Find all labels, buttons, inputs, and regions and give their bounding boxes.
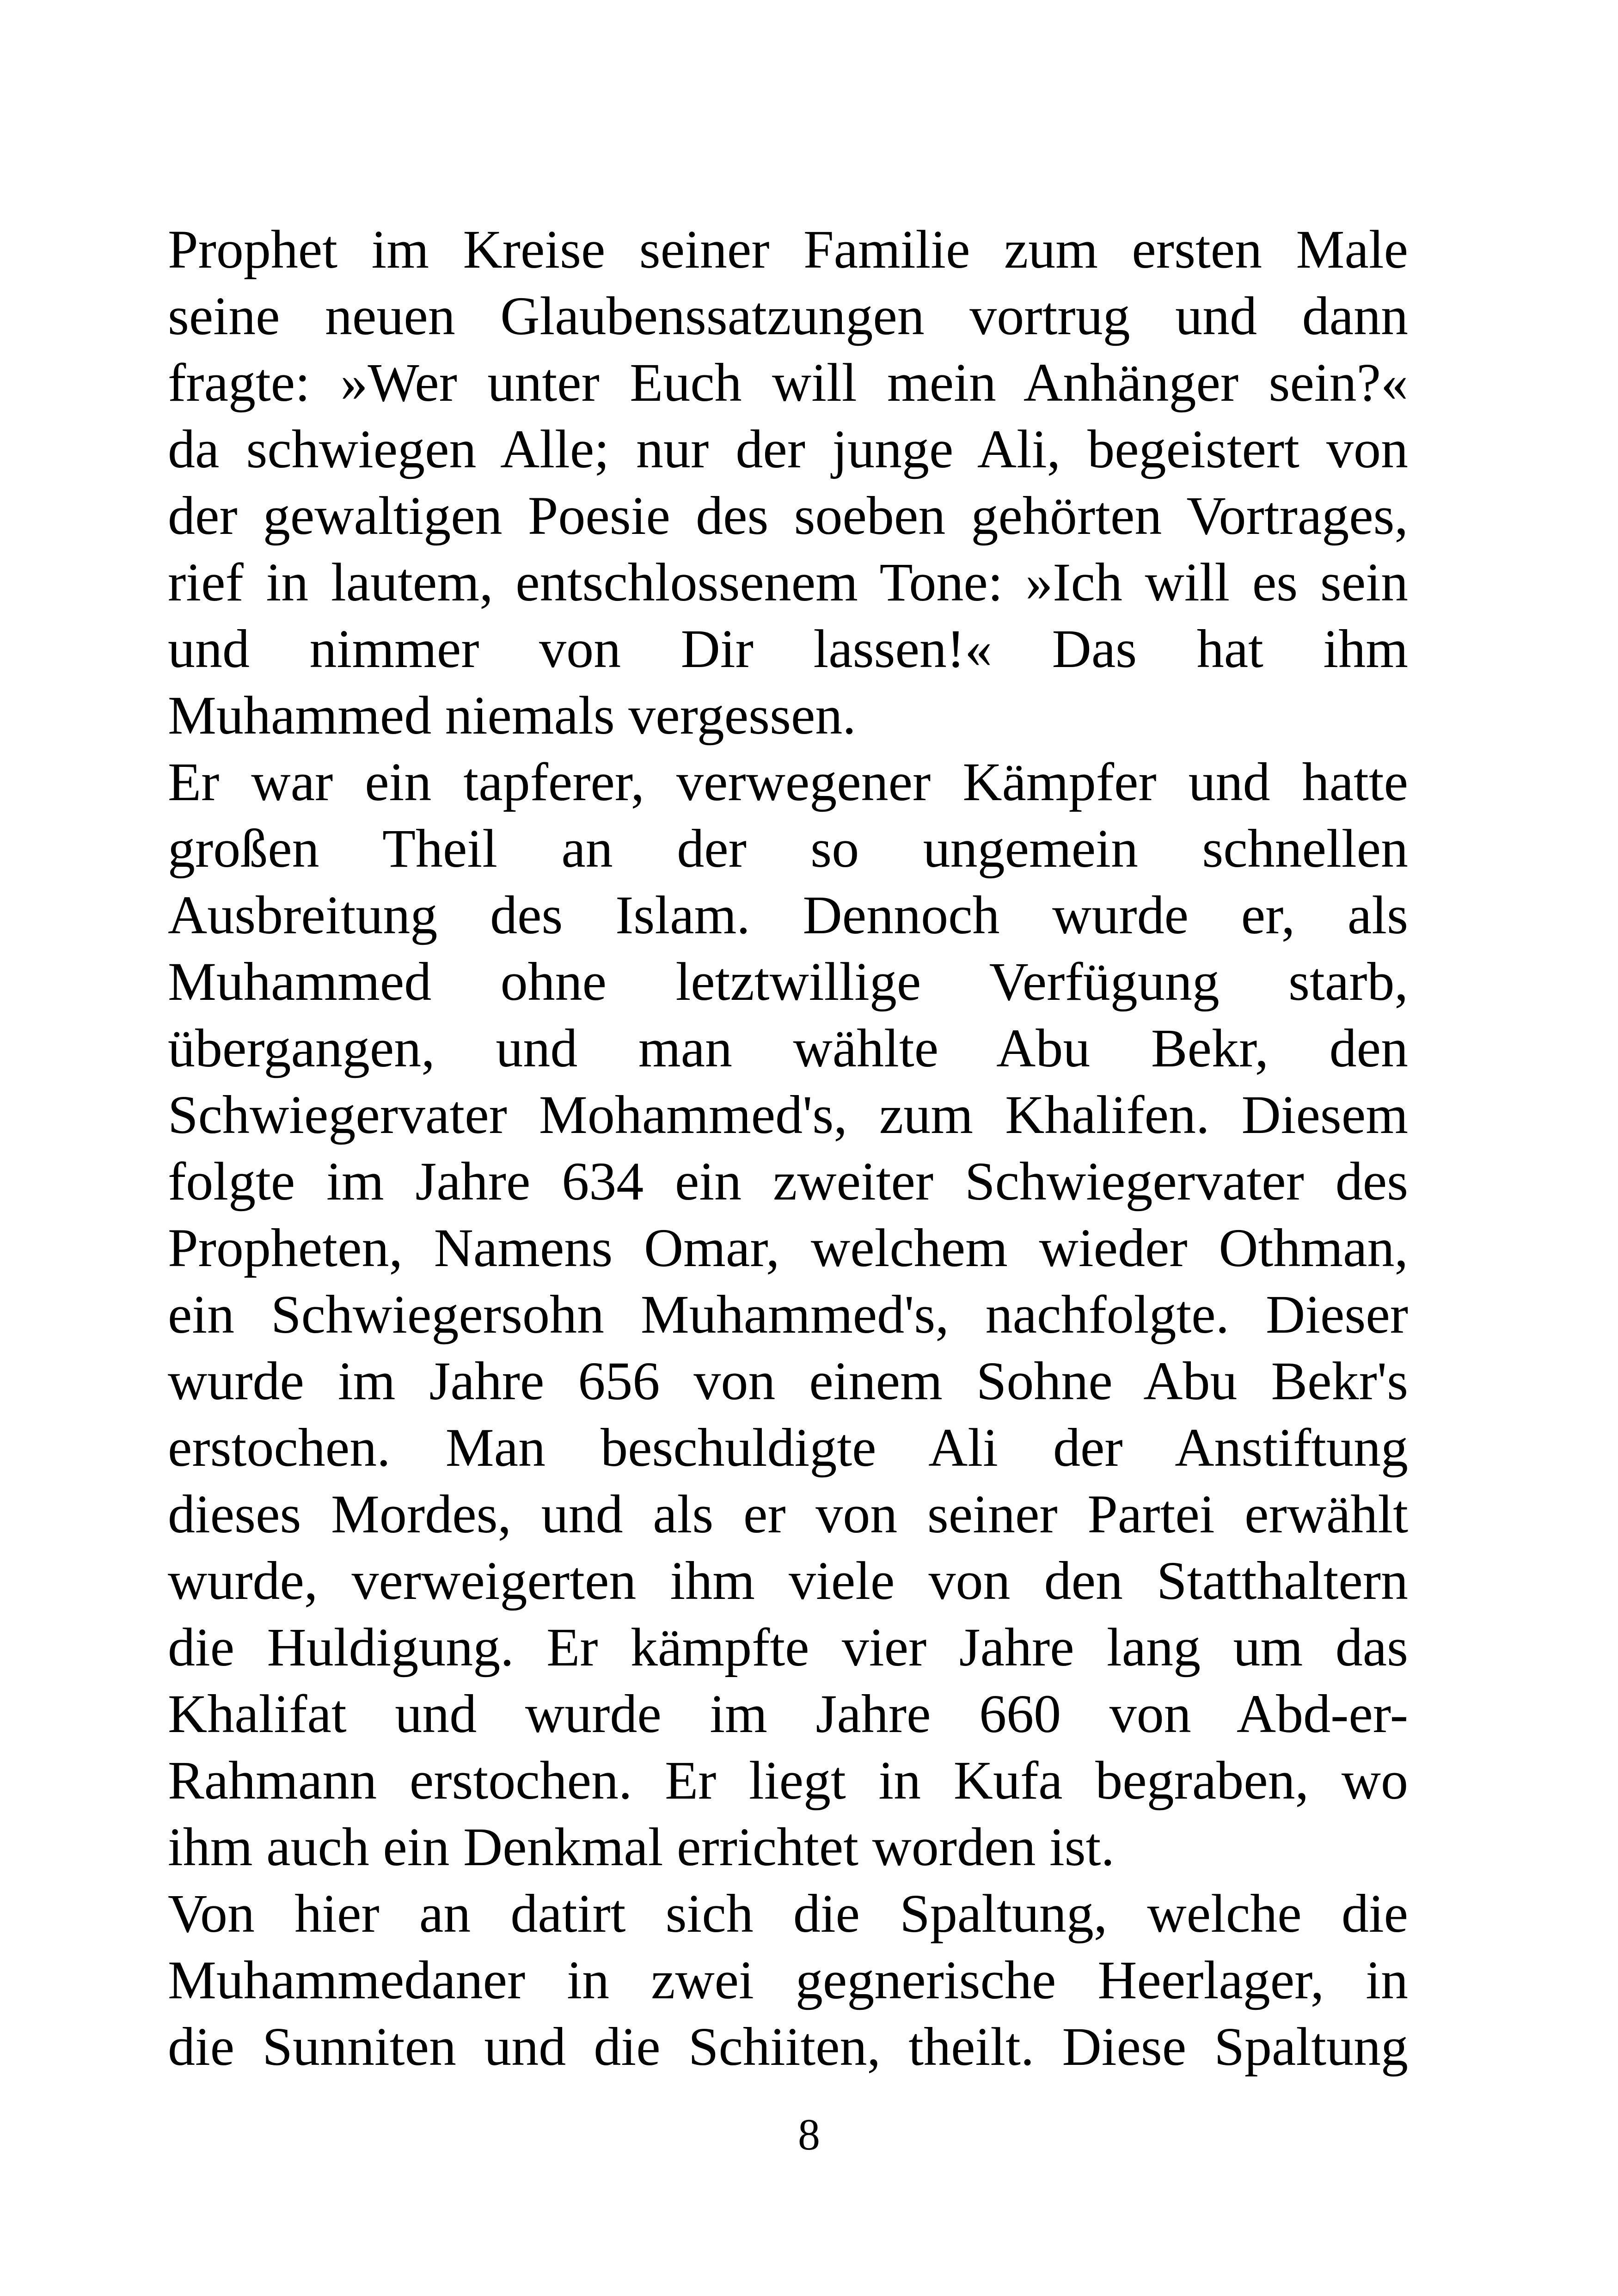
text-line: Von hier an datirt sich die Spaltung, welche die xyxy=(168,1883,1408,1944)
text-line: der gewaltigen Poesie des soeben gehörten Vortrages, xyxy=(168,485,1408,546)
text-line: die Huldigung. Er kämpfte vier Jahre lang um das xyxy=(168,1617,1408,1678)
text-line: Ausbreitung des Islam. Dennoch wurde er, als xyxy=(168,885,1408,945)
text-line: Muhammedaner in zwei gegnerische Heerlager, in xyxy=(168,1950,1408,2010)
text-line: Muhammed ohne letztwillige Verfügung starb, xyxy=(168,951,1408,1012)
text-line: wurde, verweigerten ihm viele von den Statthaltern xyxy=(168,1550,1408,1611)
page-number: 8 xyxy=(798,2110,820,2159)
text-line: ein Schwiegersohn Muhammed's, nachfolgte. Dieser xyxy=(168,1284,1408,1345)
body-text xyxy=(168,216,1408,2080)
text-line: da schwiegen Alle; nur der junge Ali, begeistert von xyxy=(168,419,1408,479)
text-line: wurde im Jahre 656 von einem Sohne Abu Bekr's xyxy=(168,1351,1408,1411)
text-line: erstochen. Man beschuldigte Ali der Anstiftung xyxy=(168,1417,1408,1478)
text-line: übergangen, und man wählte Abu Bekr, den xyxy=(168,1018,1408,1078)
text-line: rief in lautem, entschlossenem Tone: »Ich will es sein xyxy=(168,552,1408,612)
text-line: großen Theil an der so ungemein schnellen xyxy=(168,818,1408,879)
text-line: dieses Mordes, und als er von seiner Partei erwählt xyxy=(168,1484,1408,1544)
text-line: und nimmer von Dir lassen!« Das hat ihm xyxy=(168,618,1408,679)
text-line: Er war ein tapferer, verwegener Kämpfer und hatte xyxy=(168,752,1408,812)
text-line: Khalifat und wurde im Jahre 660 von Abd-er- xyxy=(168,1684,1408,1744)
text-line: fragte: »Wer unter Euch will mein Anhänger sein?« xyxy=(168,352,1408,413)
text-line: Schwiegervater Mohammed's, zum Khalifen. Diesem xyxy=(168,1084,1408,1145)
text-line: seine neuen Glaubenssatzungen vortrug und dann xyxy=(168,286,1408,346)
text-line: Propheten, Namens Omar, welchem wieder Othman, xyxy=(168,1218,1408,1278)
text-line: Prophet im Kreise seiner Familie zum ersten Male xyxy=(168,219,1408,280)
text-line: ihm auch ein Denkmal errichtet worden ist. xyxy=(168,1817,1115,1877)
text-line: Rahmann erstochen. Er liegt in Kufa begraben, wo xyxy=(168,1750,1408,1811)
text-line: folgte im Jahre 634 ein zweiter Schwiegervater des xyxy=(168,1151,1408,1212)
text-line: Muhammed niemals vergessen. xyxy=(168,685,856,746)
text-line: die Sunniten und die Schiiten, theilt. Diese Spaltung xyxy=(168,2016,1408,2077)
